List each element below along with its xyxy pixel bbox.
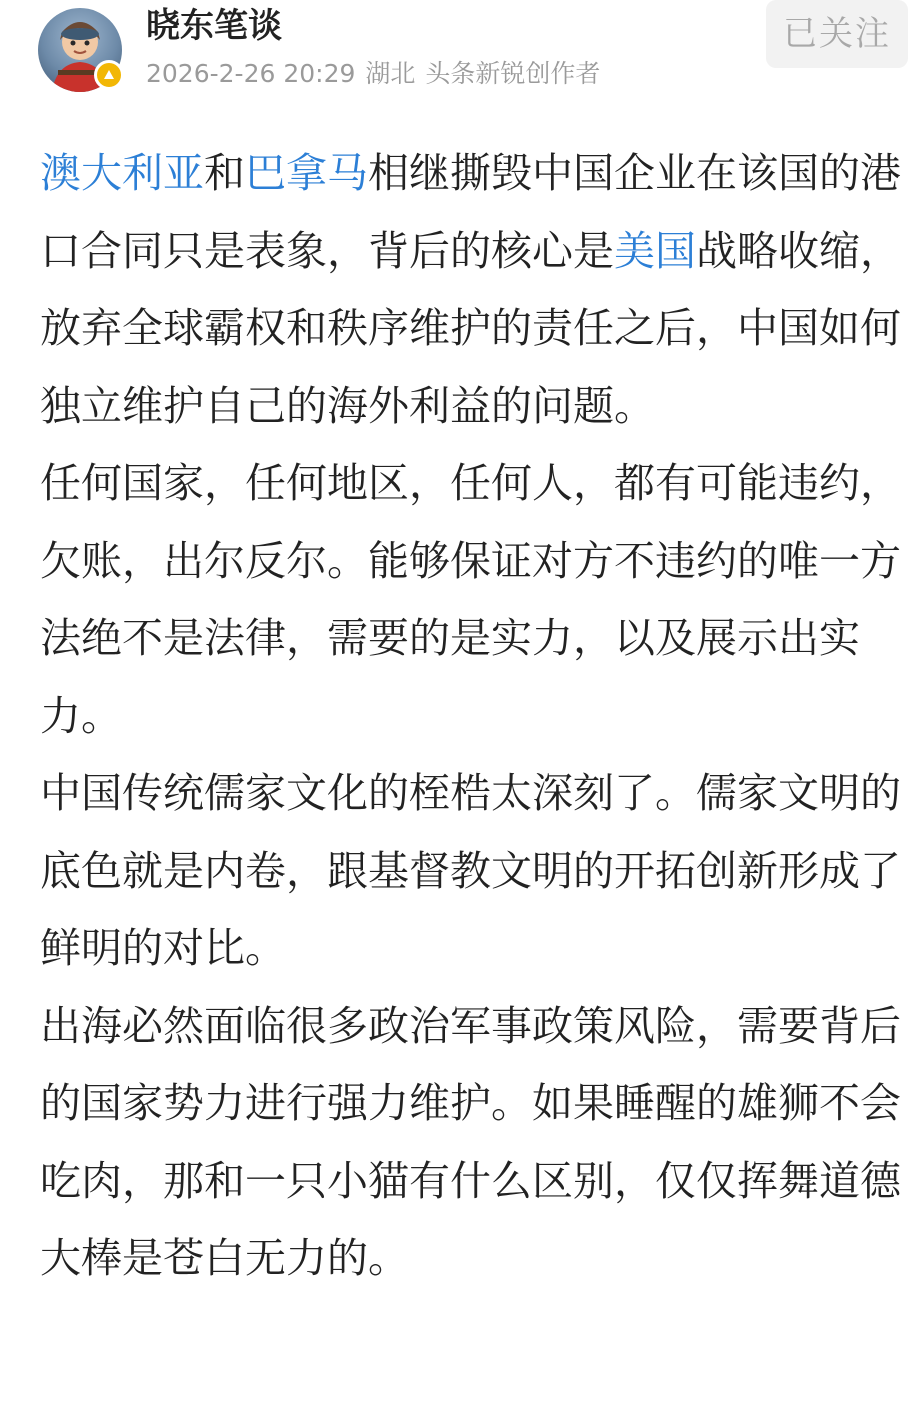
author-name[interactable]: 晓东笔谈 [146, 6, 282, 46]
follow-button[interactable]: 已关注 [766, 0, 908, 68]
post-date: 2026-2-26 20:29 [146, 59, 356, 88]
paragraph-2: 任何国家，任何地区，任何人，都有可能违约，欠账，出尔反尔。能够保证对方不违约的唯一方法绝不是法律，需要的是实力，以及展示出实力。 [40, 459, 901, 740]
paragraph-1 [40, 135, 902, 445]
paragraph-3: 中国传统儒家文化的桎梏太深刻了。儒家文明的底色就是内卷，跟基督教文明的开拓创新形成了鲜明的对比。 [40, 769, 901, 972]
paragraph-text: 战略收缩，放弃全球霸权和秩序维护的责任之后，中国如何独立维护自己的海外利益的问题。 [40, 226, 901, 430]
author-role: 头条新锐创作者 [425, 59, 601, 88]
topic-link-panama[interactable]: 巴拿马 [245, 149, 368, 197]
post-header [0, 0, 913, 110]
paragraph-text: 相继撕毁中国企业在该国的港口合同只是表象，背后的核心是 [40, 149, 901, 275]
post-location: 湖北 [365, 59, 416, 88]
paragraph-text: 和 [204, 149, 245, 197]
verified-creator-badge-icon [94, 60, 124, 90]
post-content [40, 135, 902, 1298]
topic-link-australia[interactable]: 澳大利亚 [40, 149, 204, 197]
paragraph-4: 出海必然面临很多政治军事政策风险，需要背后的国家势力进行强力维护。如果睡醒的雄狮不会吃肉，那和一只小猫有什么区别，仅仅挥舞道德大棒是苍白无力的。 [40, 1001, 901, 1282]
post-meta [146, 58, 610, 90]
topic-link-usa[interactable]: 美国 [614, 226, 696, 275]
